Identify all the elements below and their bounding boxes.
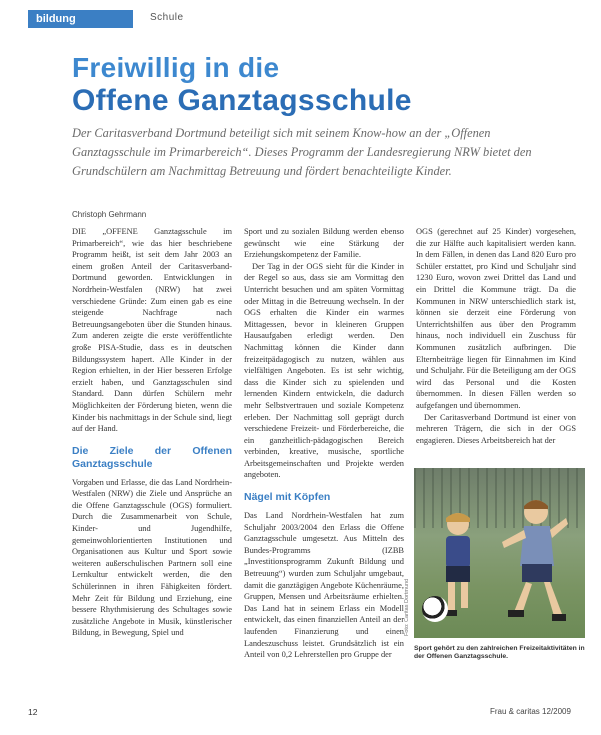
section-tag: bildung [28, 10, 133, 28]
photo-caption: Sport gehört zu den zahlreichen Freizeitaktivitäten in der Offenen Ganztagsschule. [414, 645, 585, 661]
child-figure-right [498, 496, 568, 626]
section-label: Schule [150, 12, 184, 23]
author-byline: Christoph Gehrmann [72, 210, 147, 219]
text-column-3 [416, 226, 576, 446]
subheading: Die Ziele der Offenen Ganztagsschule [72, 444, 232, 470]
subheading: Nägel mit Köpfen [244, 491, 331, 504]
body-paragraph: Der Caritasverband Dortmund ist einer von mehreren Trägern, die sich in der OGS engagieren. Dieses Arbeitsbereich hat der [416, 412, 576, 445]
photo-credit: Foto: Caritas Dortmund [404, 578, 410, 636]
lead-paragraph: Der Caritasverband Dortmund beteiligt sich mit seinem Know-how an der „Offenen Ganztagsschule im Primarbereich“. Dieses Programm der Landesregierung NRW bietet den Grundschülern am Nachmittag Betreuung und fördert benachteiligte Kinder. [72, 126, 532, 178]
text-column-2 [244, 226, 404, 706]
body-paragraph: Vorgaben und Erlasse, die das Land Nordrhein-Westfalen (NRW) die Ziele und Ansprüche an die Offene Ganztagsschule (OGS) formuliert. Durch die Zusammenarbeit von Schule, Kinder- und Jugendhilfe, gemeinwohlorientierten Institutionen und Organisationen aus Kultur und Sport sowie weiteren außerschulischen Partnern soll eine Lernkultur entwickelt werden, die den Schülerinnen in ihren Fähigkeiten fördert. Mehr Zeit für Bildung und Erziehung, eine bessere Rhythmisierung des Schultages sowie zusätzliche Angebote in Musik, künstlerischer Bildung, in Bewegung, Spiel und [72, 477, 232, 638]
soccer-photo [414, 468, 585, 638]
body-paragraph: OGS (gerechnet auf 25 Kinder) vorgesehen, die zur Hälfte auch kapitalisiert werden kann. In dem Fällen, in denen das Land 820 Euro pro Schüler erstattet, pro Kind und Schuljahr sind 1230 Euro, wovon zwei Drittel das Land und ein Drittel die Kommune trägt. Da die Kommunen in NRW unterschiedlich stark ist, können sie derzeit eine Förderung von Unterrichtshilfen aus über den Programm hinaus, noch individuell ein Zuschuss für Kommunen zusätzlich aufbringen. Die Elternbeiträge liegen für Einnahmen im Kind und Schuljahr. Für die Beteiligung am der OGS wird das Personal und die Kosten übernommen. In diesen Fällen werden so aufgefangen und übernommen. [416, 227, 576, 410]
text-column-1 [72, 226, 232, 696]
body-paragraph: DIE „OFFENE Ganztagsschule im Primarbereich“, wie das hier beschriebene Programm heißt, ist seit dem Jahr 2003 an einem großen Anteil der Caritasverband-Dortmund geworden. Entwicklungen in Nordrhein-Westfalen (NRW) hat zwei verschiedene Gründe: Zum einen gab es eine steigende Nachfrage nach Betreuungsangeboten über die Stunden hinaus. Zum anderen zeigte die erste veröffentlichte große PISA-Studie, dass es in deutschen Bildungssystem hapert. Alle Kinder in der Region erhielten, in der Hier besseren Erfolge erzielt haben, und Ganztagsschulen sind Standard. Dann dürfen Schülern mehr Möglichkeiten der Förderung bieten, wenn die Kinder bis nachmittags in der Schule sind, liegt auf der Hand. [72, 227, 232, 434]
body-paragraph: Sport und zu sozialen Bildung werden ebenso gewünscht wie eine Stärkung der Erziehungskompetenz der Familie. [244, 227, 404, 260]
soccer-ball [422, 596, 448, 622]
magazine-footer: Frau & caritas 12/2009 [490, 707, 571, 716]
headline-line-2: Offene Ganztagsschule [72, 84, 412, 117]
body-paragraph: Das Land Nordrhein-Westfalen hat zum Schuljahr 2003/2004 den Erlass die Offene Ganztagsschule umgesetzt. Aus Mitteln des Bundes-Programms (IZBB „Investitionsprogramm Zukunft Bildung und Betreuung“) wurden zum Schuljahr umgebaut, damit die ganztägigen Angebote Küchenräume, Gruppen, Mensen und Arbeitsräume erhielten. Das Land hat in seinem Erlass ein Modell entwickelt, das einen finanziellen Anteil an der laufenden Finanzierung und einen Landeszuschuss leistet. Grundsätzlich ist ein Anteil von 0,2 Lehrerstellen pro Gruppe der [244, 511, 404, 660]
headline-line-1: Freiwillig in die [72, 52, 280, 83]
body-paragraph: Der Tag in der OGS sieht für die Kinder in der Regel so aus, dass sie am Vormittag den Unterricht besuchen und am späten Vormittag oder Mittag in die Betreuung wechseln. In der OGS erhalten die Kinder ein warmes Mittagessen, bevor in kleineren Gruppen Hausaufgaben erledigt werden. Den Nachmittag können die Kinder dann freizeitpädagogisch zu nutzen, wählen aus vielfältigen Angeboten. Es ist sehr wichtig, dass die Kinder sich zu spielenden und lernenden Kindern entwickeln, die dadurch mehr Selbstvertrauen und soziale Kompetenz erleben. Der Nachmittag soll geprägt durch verschiedene Freizeit- und Förderbereiche, die ein ganzheitlich-pädagogischen Bereich verbinden, kreative, musische, sportliche Arbeitsgemeinschaften und Projekte werden angeboten. [244, 261, 404, 480]
page-number: 12 [28, 707, 38, 717]
